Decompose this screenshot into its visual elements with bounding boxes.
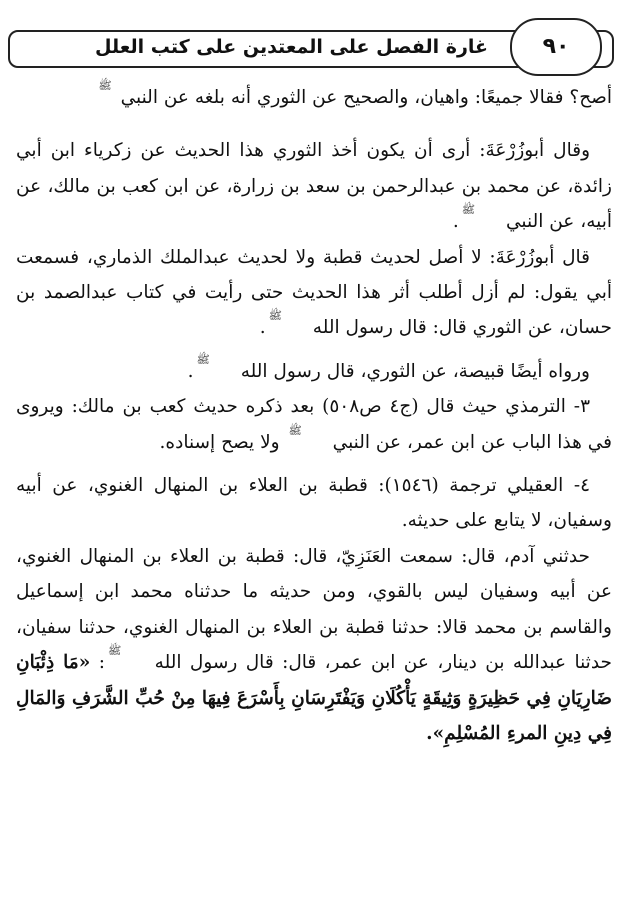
paragraph-gap	[16, 460, 612, 468]
paragraph: وقال أبوزُرْعَةَ: أرى أن يكون أخذ الثوري هذا الحديث عن زكرياء ابن أبي زائدة، عن محمد بن عبدالرحمن بن سعد بن زرارة، عن ابن كعب بن مالك، عن أبيه، عن النبي ﷺ.	[16, 140, 612, 233]
blessing-glyph: ﷺ	[196, 352, 210, 366]
paragraph: ورواه أيضًا قبيصة، عن الثوري، قال رسول الله ﷺ.	[187, 352, 590, 382]
paragraph-gap	[16, 115, 612, 133]
page-number: ٩٠	[542, 34, 570, 59]
blessing-glyph: ﷺ	[268, 309, 282, 323]
paragraph-gap	[16, 346, 612, 354]
paragraph: حدثني آدم، قال: سمعت العَنَزِيّ، قال: قطبة بن العلاء بن المنهال الغنوي، عن أبيه وسفيان ليس بالقوي، ومن حديثه ما حدثناه محمد ابن إسماعيل والقاسم بن محمد قالا: حدثنا قطبة بن العلاء بن المنهال الغنوي، حدثنا سفيان، حدثنا عبدالله بن دينار، عن ابن عمر، قال: قال رسول الله ﷺ: «مَا ذِئْبَانِ ضَارِيَانِ فِي حَظِيرَةٍ وَثِيقَةٍ يَأْكُلَانِ وَيَفْتَرِسَانِ بِأَسْرَعَ فِيهَا مِنْ حُبِّ الشَّرَفِ وَالمَالِ فِي دِينِ المرءِ المُسْلِمِ».	[16, 545, 612, 744]
page-body	[16, 80, 612, 751]
page-number-box	[510, 18, 602, 76]
blessing-glyph: ﷺ	[98, 79, 112, 92]
paragraph: أصح؟ فقالا جميعًا: واهيان، والصحيح عن الثوري أنه بلغه عن النبي ﷺ	[98, 79, 612, 108]
running-header	[8, 30, 614, 68]
paragraph: ٣- الترمذي حيث قال (ج٤ ص٥٠٨) بعد ذكره حديث كعب بن مالك: ويروى في هذا الباب عن ابن عمر، عن النبي ﷺ ولا يصح إسناده.	[16, 396, 612, 453]
book-title: غارة الفصل على المعتدين على كتب العلل	[95, 36, 488, 58]
paragraph: قال أبوزُرْعَةَ: لا أصل لحديث قطبة ولا لحديث عبدالملك الذماري، فسمعت أبي يقول: لم أزل أطلب أثر هذا الحديث حتى رأيت في كتاب عبدالصمد بن حسان، عن الثوري قال: قال رسول الله ﷺ.	[16, 246, 612, 339]
blessing-glyph: ﷺ	[461, 203, 476, 217]
hadith-quote: «مَا ذِئْبَانِ ضَارِيَانِ فِي حَظِيرَةٍ وَثِيقَةٍ يَأْكُلَانِ وَيَفْتَرِسَانِ بِأَسْرَعَ فِيهَا مِنْ حُبِّ الشَّرَفِ وَالمَالِ فِي دِينِ المرءِ المُسْلِمِ».	[16, 652, 612, 744]
blessing-glyph: ﷺ	[288, 423, 302, 437]
paragraph: ٤- العقيلي ترجمة (١٥٤٦): قطبة بن العلاء بن المنهال الغنوي، عن أبيه وسفيان، لا يتابع على حديثه.	[16, 475, 612, 532]
blessing-glyph: ﷺ	[107, 644, 122, 658]
